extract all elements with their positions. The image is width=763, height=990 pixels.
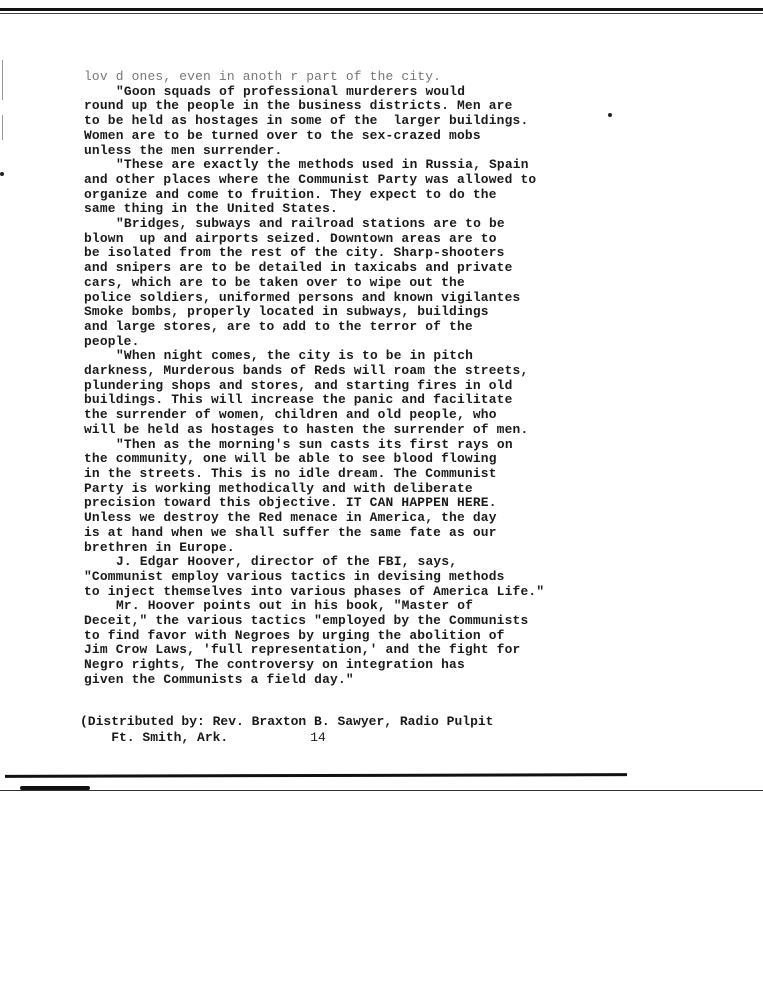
text-line: Unless we destroy the Red menace in America, the day: [84, 510, 497, 526]
margin-mark: [2, 115, 3, 140]
bottom-border-rule-thin: [0, 790, 763, 791]
text-line: Party is working methodically and with deliberate: [84, 480, 473, 496]
text-line: Deceit," the various tactics "employed by the Communists: [84, 613, 529, 629]
text-line: and other places where the Communist Party was allowed to: [84, 171, 537, 187]
text-line: police soldiers, uniformed persons and known vigilantes: [84, 289, 521, 305]
text-line: given the Communists a field day.": [84, 671, 354, 687]
text-line: J. Edgar Hoover, director of the FBI, says,: [116, 554, 458, 570]
top-border-rule: [0, 8, 763, 11]
text-line: be isolated from the rest of the city. Sharp-shooters: [84, 245, 505, 261]
page-number: 14: [310, 730, 326, 745]
text-line: Smoke bombs, properly located in subways, buildings: [84, 304, 489, 320]
text-line: to inject themselves into various phases of America Life.": [84, 583, 545, 599]
text-line: will be held as hostages to hasten the surrender of men.: [84, 421, 529, 437]
text-line: same thing in the United States.: [84, 201, 338, 217]
text-line: "Goon squads of professional murderers would: [116, 83, 466, 99]
text-line: to find favor with Negroes by urging the abolition of: [84, 627, 505, 643]
text-line: buildings. This will increase the panic and facilitate: [84, 392, 513, 408]
distribution-credit: (Distributed by: Rev. Braxton B. Sawyer, Radio Pulpit: [80, 714, 494, 729]
text-line: the surrender of women, children and old people, who: [84, 407, 497, 423]
top-border-rule-thin: [0, 13, 763, 14]
distribution-location-row: [80, 730, 600, 746]
text-line: and snipers are to be detailed in taxicabs and private: [84, 260, 513, 276]
text-line: lov d ones, even in anoth r part of the city.: [84, 69, 442, 84]
text-line: and large stores, are to add to the terror of the: [84, 318, 473, 334]
margin-speck: [0, 172, 4, 176]
text-line: in the streets. This is no idle dream. The Communist: [84, 465, 497, 481]
text-line: Negro rights, The controversy on integration has: [84, 657, 465, 673]
text-line: Jim Crow Laws, 'full representation,' and the fight for: [84, 642, 521, 658]
text-line: "Communist employ various tactics in devising methods: [84, 568, 505, 584]
text-line: plundering shops and stores, and starting fires in old: [84, 377, 513, 393]
text-line: to be held as hostages in some of the larger buildings.: [84, 113, 529, 129]
text-line: blown up and airports seized. Downtown areas are to: [84, 230, 497, 246]
text-line: people.: [84, 333, 140, 349]
text-line: organize and come to fruition. They expect to do the: [84, 186, 497, 202]
document-body: [84, 70, 614, 688]
bottom-border-rule: [5, 773, 627, 778]
text-line: round up the people in the business districts. Men are: [84, 98, 513, 114]
text-line: the community, one will be able to see blood flowing: [84, 451, 497, 467]
text-line: unless the men surrender.: [84, 142, 283, 158]
text-line: is at hand when we shall suffer the same fate as our: [84, 524, 497, 540]
text-line: Mr. Hoover points out in his book, "Master of: [116, 598, 474, 614]
text-line: precision toward this objective. IT CAN HAPPEN HERE.: [84, 495, 497, 511]
distribution-location: Ft. Smith, Ark.: [80, 730, 229, 745]
text-line: Women are to be turned over to the sex-crazed mobs: [84, 127, 481, 143]
text-line: brethren in Europe.: [84, 539, 235, 555]
text-line: "Bridges, subways and railroad stations are to be: [116, 216, 505, 232]
text-line: cars, which are to be taken over to wipe out the: [84, 274, 465, 290]
margin-mark: [2, 60, 3, 100]
document-footer: [80, 714, 600, 746]
text-line: "These are exactly the methods used in Russia, Spain: [116, 157, 529, 173]
text-line: darkness, Murderous bands of Reds will roam the streets,: [84, 363, 529, 379]
text-line: "When night comes, the city is to be in pitch: [116, 348, 474, 364]
text-line: "Then as the morning's sun casts its first rays on: [116, 436, 513, 452]
